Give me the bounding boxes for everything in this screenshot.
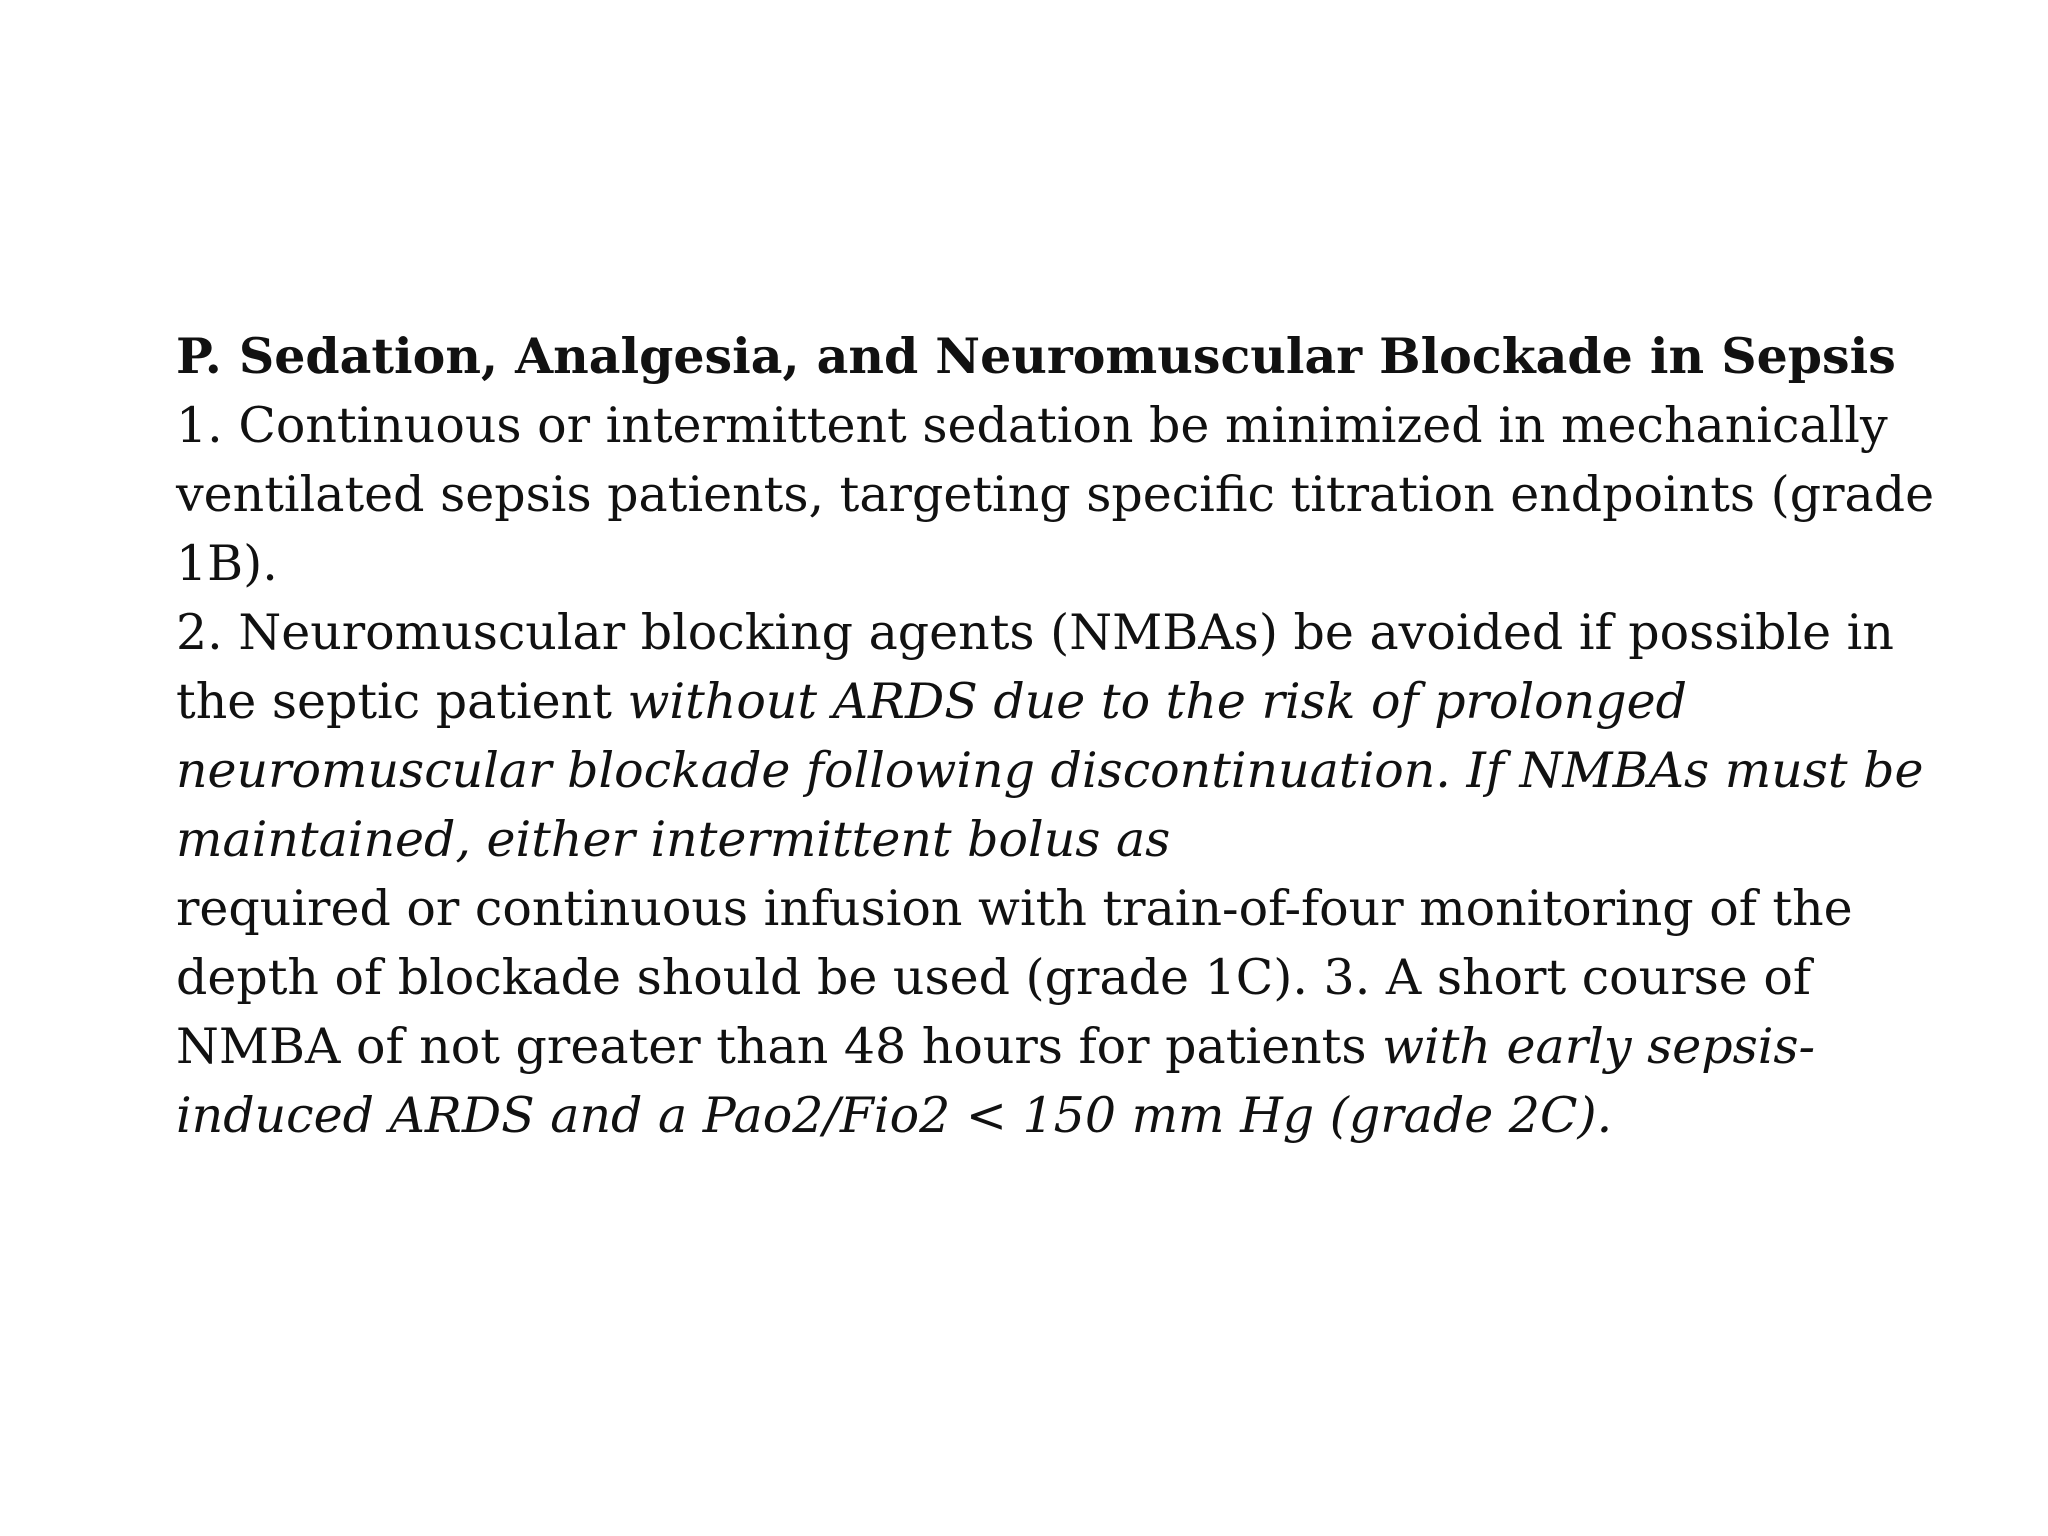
text-run: NMBA of not greater than 48 hours for patients [176, 1018, 1383, 1075]
slide-heading: P. Sedation, Analgesia, and Neuromuscular Blockade in Sepsis [176, 327, 1896, 385]
text-run: required or continuous infusion with train-of-four monitoring of the [176, 880, 1853, 937]
slide-body [176, 391, 1935, 1150]
slide-text-block [176, 322, 1935, 1150]
body-line [176, 874, 1916, 943]
text-run: 1B). [176, 535, 278, 592]
body-line [176, 1012, 1916, 1081]
body-line [176, 667, 1916, 736]
body-line [176, 598, 1916, 667]
italic-text-run: with early sepsis- [1382, 1018, 1816, 1075]
text-run: 2. Neuromuscular blocking agents (NMBAs) be avoided if possible in [176, 604, 1894, 661]
italic-text-run: induced ARDS and a Pao2/Fio2 < 150 mm Hg (grade 2C). [176, 1087, 1613, 1144]
italic-text-run: without ARDS due to the risk of prolonged [627, 673, 1687, 730]
body-line [176, 805, 1916, 874]
body-line [176, 460, 1935, 529]
body-line [176, 736, 1924, 805]
body-line [176, 391, 1916, 460]
body-line [176, 1081, 1916, 1150]
body-line [176, 943, 1916, 1012]
text-run: 1. Continuous or intermittent sedation be minimized in mechanically [176, 397, 1888, 454]
text-run: the septic patient [176, 673, 628, 730]
text-run: ventilated sepsis patients, targeting specific titration endpoints (grade [176, 466, 1935, 523]
text-run: depth of blockade should be used (grade 1C). 3. A short course of [176, 949, 1812, 1006]
italic-text-run: maintained, either intermittent bolus as [176, 811, 1171, 868]
italic-text-run: neuromuscular blockade following discontinuation. If NMBAs must be [176, 742, 1924, 799]
body-line [176, 529, 1916, 598]
